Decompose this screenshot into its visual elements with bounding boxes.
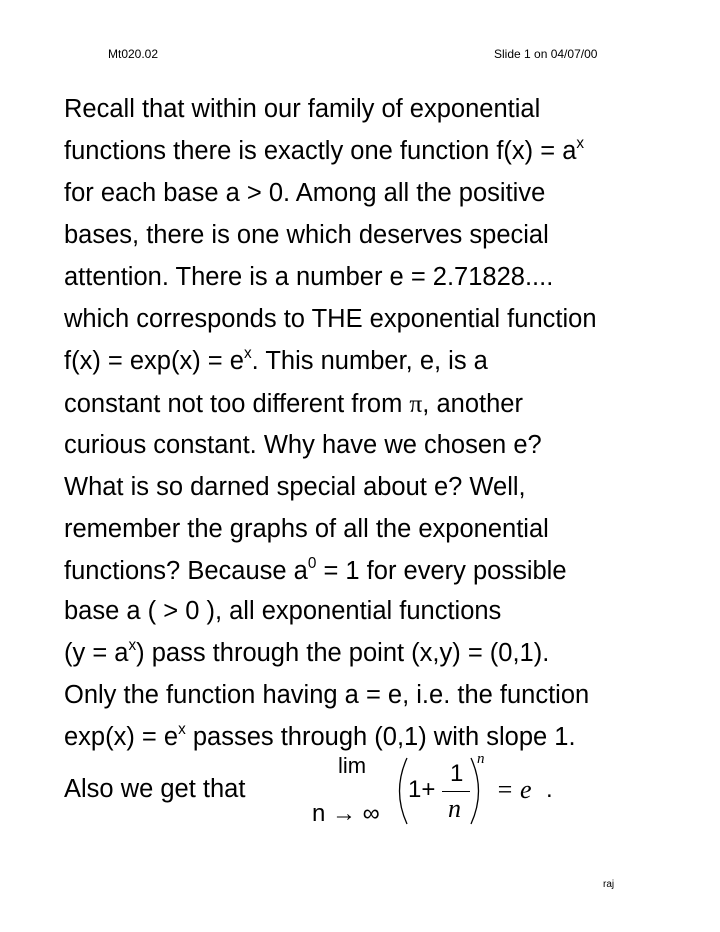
one-plus: 1+ [408,776,436,803]
fraction-numerator: 1 [450,760,464,787]
text-line-12-main: functions? Because a [64,557,308,585]
text-line-8-rest: , another [422,390,523,418]
text-line-7-rest: . This number, e, is a [251,347,488,375]
outer-exponent: n [477,751,485,767]
text-line-12-rest: = 1 for every possible [316,557,567,585]
pi-symbol: π [409,389,423,418]
text-line-4: bases, there is one which deserves special [64,221,549,249]
text-line-1: Recall that within our family of exponential [64,95,541,123]
text-line-14-rest: ) pass through the point (x,y) = (0,1). [136,639,550,667]
text-line-11: remember the graphs of all the exponential [64,515,549,543]
text-line-7-exponent: x [243,344,252,362]
fraction-denominator: n [448,794,461,823]
fraction-bar [442,791,470,792]
text-line-2-exponent: x [576,134,585,152]
text-line-7 [64,344,488,375]
text-line-17: Also we get that [64,775,246,803]
text-line-2-main: functions there is exactly one function f(x) = a [64,137,577,165]
text-line-9: curious constant. Why have we chosen e? [64,431,542,459]
text-line-5: attention. There is a number e = 2.71828.... [64,263,554,291]
text-line-3: for each base a > 0. Among all the positive [64,179,546,207]
formula-period: . [546,776,553,803]
text-line-16-rest: passes through (0,1) with slope 1. [185,723,576,751]
equals-e: = e [496,775,532,804]
text-line-7-main: f(x) = exp(x) = e [64,347,244,375]
text-line-15: Only the function having a = e, i.e. the function [64,681,590,709]
text-line-16-main: exp(x) = e [64,723,179,751]
author-initials: raj [603,879,615,890]
text-line-14 [64,636,550,667]
text-line-12-exponent: 0 [307,554,317,572]
lim-label: lim [338,753,367,778]
text-line-14-exponent: x [128,636,137,654]
text-line-10: What is so darned special about e? Well, [64,473,526,501]
text-line-2 [64,134,585,165]
lim-subscript: n → ∞ [312,800,380,827]
text-line-13: base a ( > 0 ), all exponential functions [64,597,502,625]
text-line-6: which corresponds to THE exponential function [64,305,597,333]
text-line-8-main: constant not too different from [64,390,410,418]
text-line-8 [64,391,523,418]
limit-formula [300,752,590,832]
text-line-14-main: (y = a [64,639,129,667]
slide-id: Mt020.02 [108,47,159,61]
slide-date: Slide 1 on 04/07/00 [494,47,598,61]
text-line-16-exponent: x [178,720,186,738]
text-line-16 [64,720,576,751]
text-line-12 [64,554,567,585]
